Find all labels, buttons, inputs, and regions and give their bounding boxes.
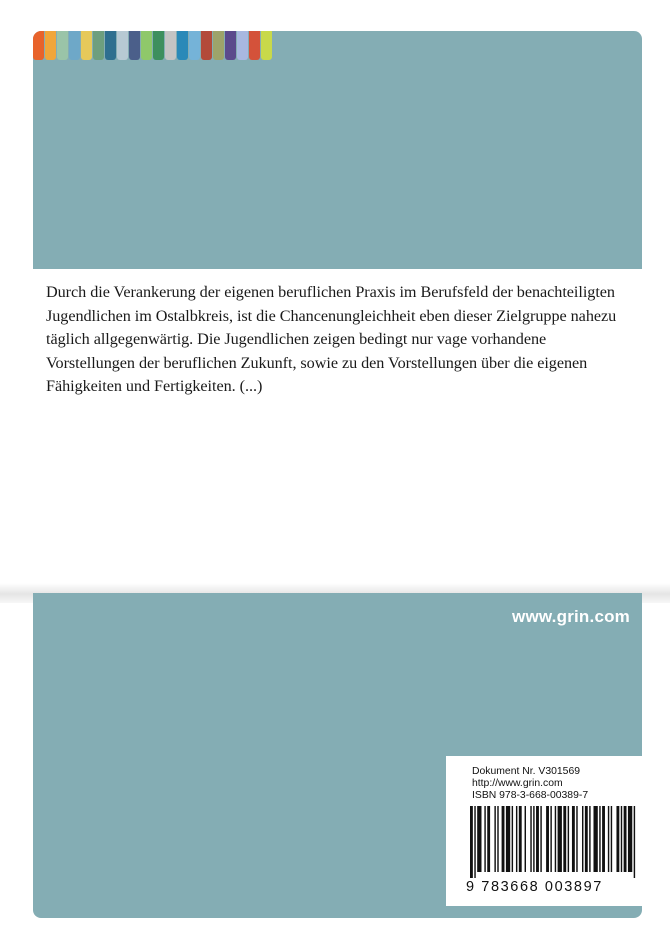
barcode-bar — [628, 806, 632, 872]
barcode-bar — [540, 806, 541, 872]
barcode-bar — [576, 806, 577, 872]
color-stripe — [237, 31, 248, 60]
color-stripe — [189, 31, 200, 60]
barcode-bar — [608, 806, 609, 872]
barcode-bar — [582, 806, 583, 872]
barcode-bar — [602, 806, 605, 872]
color-stripe — [213, 31, 224, 60]
isbn-number: ISBN 978-3-668-00389-7 — [472, 790, 589, 801]
barcode-bar — [506, 806, 510, 872]
color-stripe — [225, 31, 236, 60]
barcode-bar — [502, 806, 505, 872]
color-stripe — [81, 31, 92, 60]
barcode-bar — [616, 806, 619, 872]
barcode-bar — [621, 806, 622, 872]
barcode-bar — [611, 806, 612, 872]
barcode-bar — [568, 806, 569, 872]
barcode-bar — [593, 806, 597, 872]
barcode-bar — [555, 806, 556, 872]
barcode-bar — [519, 806, 522, 872]
barcode-bar — [589, 806, 590, 872]
barcode-bar — [494, 806, 495, 872]
color-stripe — [165, 31, 176, 60]
barcode-bar — [512, 806, 513, 872]
barcode-bar — [497, 806, 498, 872]
barcode-bar — [634, 806, 635, 878]
color-stripe — [261, 31, 272, 60]
barcode-bar — [550, 806, 551, 872]
barcode-url: http://www.grin.com — [472, 778, 563, 789]
barcode-bar — [530, 806, 531, 872]
barcode-bar — [585, 806, 588, 872]
color-stripe — [249, 31, 260, 60]
barcode-image — [470, 806, 638, 878]
barcode-bar — [474, 806, 475, 878]
barcode-bar — [599, 806, 600, 872]
color-stripe — [153, 31, 164, 60]
publisher-website[interactable]: www.grin.com — [512, 607, 630, 626]
barcode-bar — [470, 806, 473, 878]
color-stripe — [45, 31, 56, 60]
color-stripe — [141, 31, 152, 60]
barcode-bar — [516, 806, 517, 872]
barcode-bar — [487, 806, 490, 872]
barcode-bar — [484, 806, 485, 872]
barcode-bar — [563, 806, 566, 872]
cover-top-panel — [33, 31, 642, 269]
barcode-bar — [572, 806, 575, 872]
color-stripe — [129, 31, 140, 60]
barcode-bar — [624, 806, 627, 872]
barcode-bar — [533, 806, 534, 872]
book-blurb: Durch die Verankerung der eigenen beruflichen Praxis im Berufsfeld der benachteiligten Jugendlichen im Ostalbkreis, ist die Chancenungleichheit eben dieser Zielgruppe nahezu täglich allgegenwärtig. Die Jugendlichen zeigen bedingt nur vage vorhandene Vorstellungen der beruflichen Zukunft, sowie zu den Vorstellungen über die eigenen Fähigkeiten und Fertigkeiten. (...) — [46, 283, 617, 396]
color-stripe — [33, 31, 44, 60]
color-stripe — [93, 31, 104, 60]
color-stripe — [201, 31, 212, 60]
barcode-bar — [546, 806, 549, 872]
color-stripe-strip — [33, 31, 273, 60]
color-stripe — [177, 31, 188, 60]
color-stripe — [69, 31, 80, 60]
cover-bottom-panel — [33, 593, 642, 918]
barcode-bar — [536, 806, 539, 872]
barcode-label — [446, 756, 642, 906]
barcode-bar — [558, 806, 562, 872]
color-stripe — [105, 31, 116, 60]
barcode-bar — [525, 806, 526, 872]
color-stripe — [117, 31, 128, 60]
barcode-bar — [477, 806, 481, 872]
document-number: Dokument Nr. V301569 — [472, 766, 581, 777]
barcode-digits: 9 783668 003897 — [466, 879, 603, 895]
color-stripe — [57, 31, 68, 60]
